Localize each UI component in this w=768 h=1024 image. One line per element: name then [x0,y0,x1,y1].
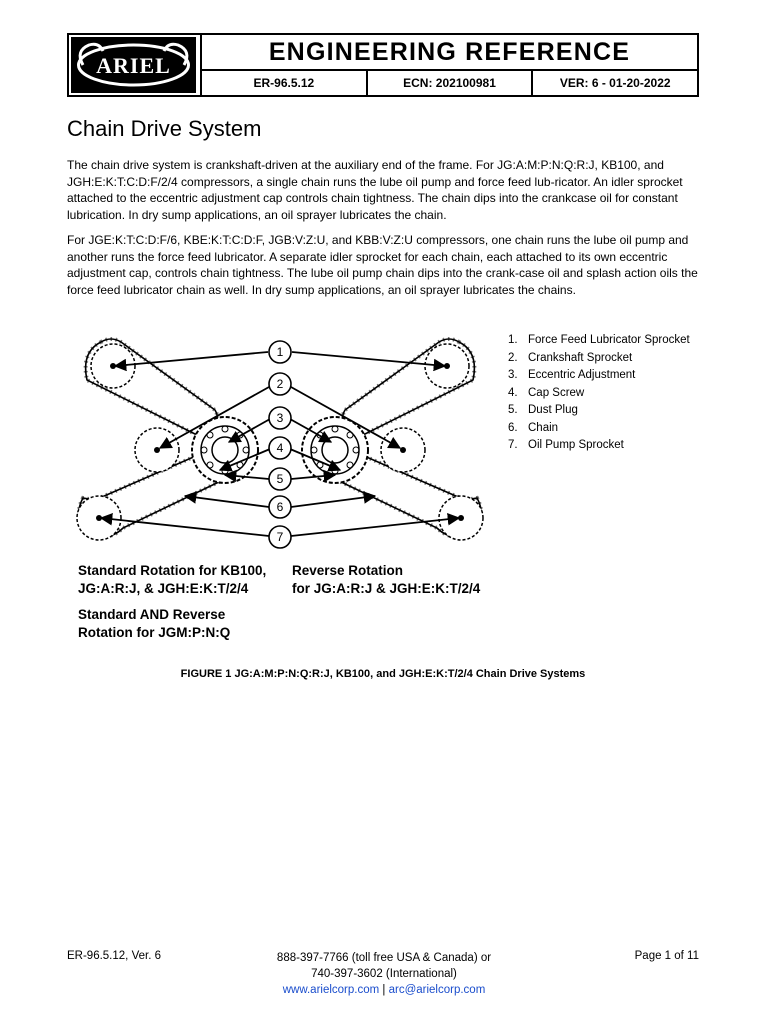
legend-item: 1. Force Feed Lubricator Sprocket [508,334,690,346]
footer-contact [200,950,568,998]
footer-doc-ref: ER-96.5.12, Ver. 6 [67,950,161,962]
doc-number: ER-96.5.12 [253,76,315,90]
callout-4-label: 4 [276,441,284,455]
footer-separator: | [382,984,386,996]
footer-links [200,982,568,998]
crankshaft-sprocket-right [302,417,368,483]
chain-drive-diagram [65,330,495,562]
figure-caption: FIGURE 1 JG:A:M:P:N:Q:R:J, KB100, and JGH:E:K:T/2/4 Chain Drive Systems [180,668,586,680]
ariel-logo-graphic [69,35,198,95]
ariel-logo [69,35,202,95]
footer-page-number: Page 1 of 11 [634,950,699,962]
callout-1-label: 1 [276,345,284,359]
legend-item: 2. Crankshaft Sprocket [508,351,633,364]
standard-and-reverse-caption: Standard AND Reverse Rotation for JGM:P:N:Q [78,607,231,640]
parts-legend [508,332,690,455]
email-link[interactable]: arc@arielcorp.com [388,984,486,996]
header-block [67,33,699,97]
logo-text: ARIEL [96,53,171,78]
header-info-row [202,71,697,95]
paragraph-intro: The chain drive system is crankshaft-driven at the auxiliary end of the frame. For JG:A:M:P:N:Q:R:J, KB100, and JGH:E:K:T:C:D:F/2/4 compressors, a single chain runs the lube oil pump and force feed lub-ricator. An idler sprocket attached to the eccentric adjustment cap controls chain tightness. The chain dips into the crankcase oil for constant lubrication. In dry sump applications, an oil sprayer lubricates the chain. [67,158,683,222]
callout-2-label: 2 [276,377,284,391]
legend-item: 5. Dust Plug [508,404,578,416]
standard-rotation-caption: Standard Rotation for KB100, JG:A:R:J, & JGH:E:K:T/2/4 [78,563,267,596]
website-link[interactable]: www.arielcorp.com [282,984,380,996]
footer-phone-1: 888-397-7766 (toll free USA & Canada) or [276,952,492,964]
version-date: VER: 6 - 01-20-2022 [531,71,697,95]
callout-6-label: 6 [276,500,284,514]
crankshaft-sprocket-left [192,417,258,483]
paragraph-dual-chain: For JGE:K:T:C:D:F/6, KBE:K:T:C:D:F, JGB:V:Z:U, and KBB:V:Z:U compressors, one chain runs the lube oil pump and another runs the force feed lubricator. A separate idler sprocket for each chain, each attached to its own eccentric adjustment cap, controls chain tightness. The lube oil pump chain dips into the crank-case oil and splash action oils the force feed lubricator chain as well. In dry sump applications, an oil sprayer lubricates the chains. [67,233,698,297]
page-title: Chain Drive System [67,116,262,141]
callout-7-label: 7 [276,530,284,544]
callout-5-label: 5 [276,472,284,486]
document-type-title: ENGINEERING REFERENCE [202,35,697,71]
legend-item: 3. Eccentric Adjustment [508,369,636,381]
legend-item: 6. Chain [508,421,559,434]
legend-item: 4. Cap Screw [508,386,585,399]
ecn-number: ECN: 202100981 [366,71,532,95]
footer-phone-2: 740-397-3602 (International) [311,968,457,980]
callout-3-label: 3 [276,411,284,425]
reverse-rotation-caption: Reverse Rotation for JG:A:R:J & JGH:E:K:T/2/4 [292,563,481,596]
legend-item: 7. Oil Pump Sprocket [508,439,624,451]
